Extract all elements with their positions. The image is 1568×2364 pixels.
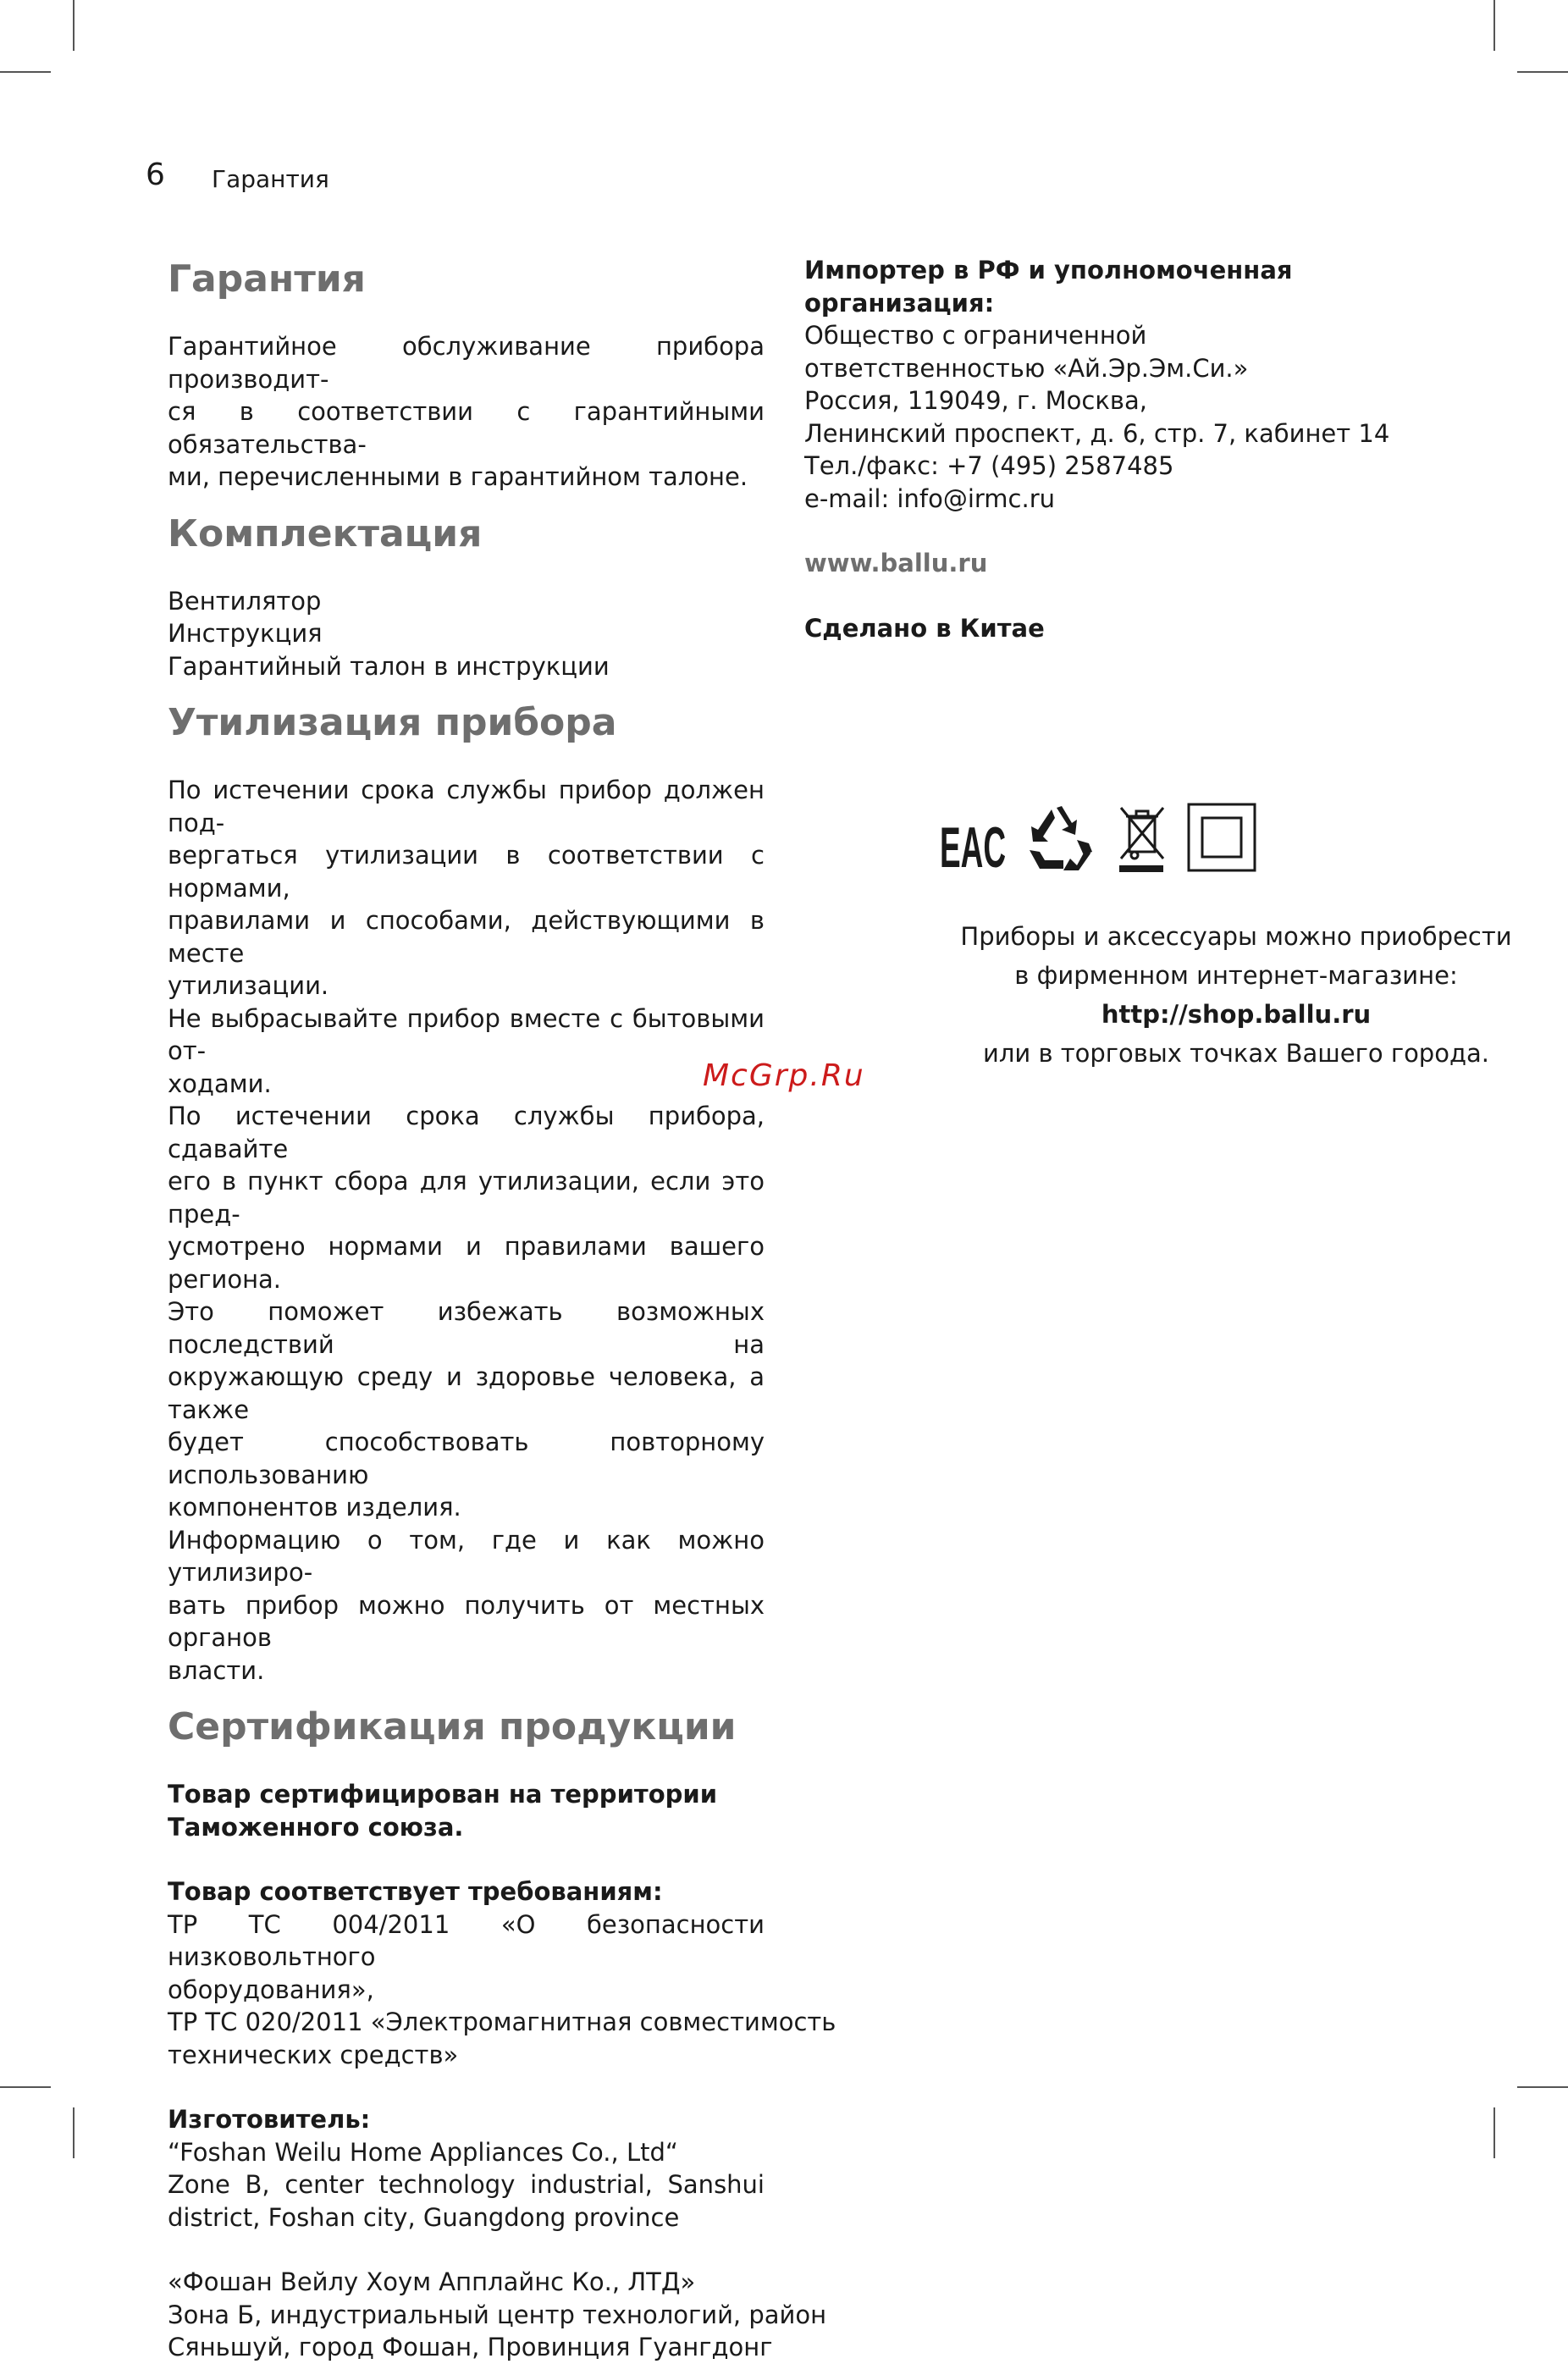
text-line: Зона Б, индустриальный центр технологий, район (168, 2300, 827, 2329)
shop-info (813, 917, 1568, 1073)
certification-marks (940, 803, 1262, 875)
crossed-bin-icon (1119, 808, 1163, 872)
text-line: Таможенного союза. (168, 1812, 464, 1842)
text-line: ся в соответствии с гарантийными обязательства- (168, 397, 765, 459)
text-line: Zone B, center technology industrial, Sanshui (168, 2170, 765, 2199)
disposal-heading: Утилизация прибора (168, 701, 617, 744)
crop-mark (1493, 2107, 1495, 2158)
right-column (804, 254, 1397, 644)
page-number: 6 (146, 157, 165, 192)
text-line: вергаться утилизации в соответствии с нормами, (168, 841, 765, 903)
shop-line: или в торговых точках Вашего города. (983, 1039, 1489, 1068)
manufacturer-label: Изготовитель: (168, 2105, 371, 2134)
text-line: district, Foshan city, Guangdong province (168, 2202, 680, 2232)
text-line: Товар сертифицирован на территории (168, 1780, 718, 1809)
made-in: Сделано в Китае (804, 613, 1045, 643)
text-line: Это поможет избежать возможных последствий на (168, 1297, 765, 1359)
manufacturer-ru-block (168, 2266, 827, 2364)
text-line: По истечении срока службы прибора, сдавайте (168, 1102, 765, 1163)
watermark: McGrp.Ru (703, 1058, 865, 1093)
text-line: утилизации. (168, 971, 329, 1000)
text-line: оборудования», (168, 1975, 374, 2004)
text-line: вать прибор можно получить от местных органов (168, 1590, 765, 1652)
crop-mark (73, 0, 75, 51)
shop-line: в фирменном интернет-магазине: (1014, 961, 1458, 990)
list-item: Вентилятор (168, 586, 322, 616)
crop-mark (1517, 2086, 1568, 2088)
text-line: Не выбрасывайте прибор вместе с бытовыми от- (168, 1003, 765, 1065)
kit-heading: Комплектация (168, 511, 483, 555)
text-line: Россия, 119049, г. Москва, (804, 386, 1147, 415)
requirements-block (168, 1875, 836, 2071)
requirements-label: Товар соответствует требованиям: (168, 1877, 663, 1906)
crop-mark (73, 2107, 75, 2158)
text-line: ответственностью «Ай.Эр.Эм.Си.» (804, 353, 1249, 383)
text-line: e-mail: info@irmc.ru (804, 483, 1056, 513)
certified-text (168, 1778, 765, 1843)
text-line: компонентов изделия. (168, 1493, 461, 1522)
text-line: будет способствовать повторному использованию (168, 1428, 765, 1489)
certification-heading: Сертификация продукции (168, 1705, 737, 1748)
text-line: ми, перечисленными в гарантийном талоне. (168, 462, 748, 491)
crop-mark (1517, 71, 1568, 73)
warranty-heading: Гарантия (168, 257, 366, 301)
running-header: Гарантия (212, 165, 329, 193)
disposal-text (168, 774, 765, 1687)
list-item: Гарантийный талон в инструкции (168, 651, 610, 681)
text-line: ТР ТС 004/2011 «О безопасности низковольтного (168, 1909, 765, 1971)
importer-details (804, 319, 1397, 515)
text-line: окружающую среду и здоровье человека, а также (168, 1362, 765, 1424)
eac-mark-text: EAC (940, 815, 1006, 875)
text-line: организация: (804, 288, 995, 318)
text-line: ходами. (168, 1069, 272, 1098)
crop-mark (1493, 0, 1495, 51)
text-line: Импортер в РФ и уполномоченная (804, 256, 1293, 284)
text-line: «Фошан Вейлу Хоум Апплайнс Ко., ЛТД» (168, 2267, 696, 2296)
kit-list (168, 585, 765, 683)
text-line: правилами и способами, действующими в месте (168, 906, 765, 968)
text-line: Сяньшуй, город Фошан, Провинция Гуангдонг (168, 2333, 773, 2361)
crop-mark (0, 2086, 51, 2088)
text-line: Тел./факс: +7 (495) 2587485 (804, 451, 1174, 480)
text-line: Общество с ограниченной (804, 321, 1147, 350)
manufacturer-block (168, 2103, 765, 2234)
marks-svg (940, 803, 1262, 875)
website-link[interactable]: www.ballu.ru (804, 549, 988, 577)
shop-line: Приборы и аксессуары можно приобрести (960, 922, 1512, 951)
text-line: ТР ТС 020/2011 «Электромагнитная совместимость (168, 2008, 836, 2036)
text-line: Информацию о том, где и как можно утилизиро- (168, 1525, 765, 1587)
text-line: Ленинский проспект, д. 6, стр. 7, кабинет 14 (804, 418, 1390, 448)
list-item: Инструкция (168, 619, 323, 648)
text-line: усмотрено нормами и правилами вашего региона. (168, 1232, 765, 1294)
warranty-text (168, 330, 765, 494)
text-line: “Foshan Weilu Home Appliances Co., Ltd“ (168, 2137, 678, 2167)
crop-mark (0, 71, 51, 73)
double-insulation-icon (1189, 804, 1255, 870)
text-line: По истечении срока службы прибор должен под- (168, 776, 765, 837)
eac-icon (940, 815, 1006, 875)
text-line: его в пункт сбора для утилизации, если это пред- (168, 1167, 765, 1229)
text-line: Гарантийное обслуживание прибора производит- (168, 332, 765, 394)
shop-url-link[interactable]: http://shop.ballu.ru (1101, 1000, 1372, 1029)
text-line: власти. (168, 1655, 265, 1685)
importer-label (804, 254, 1397, 319)
recycle-icon (1030, 806, 1092, 870)
text-line: технических средств» (168, 2040, 459, 2069)
